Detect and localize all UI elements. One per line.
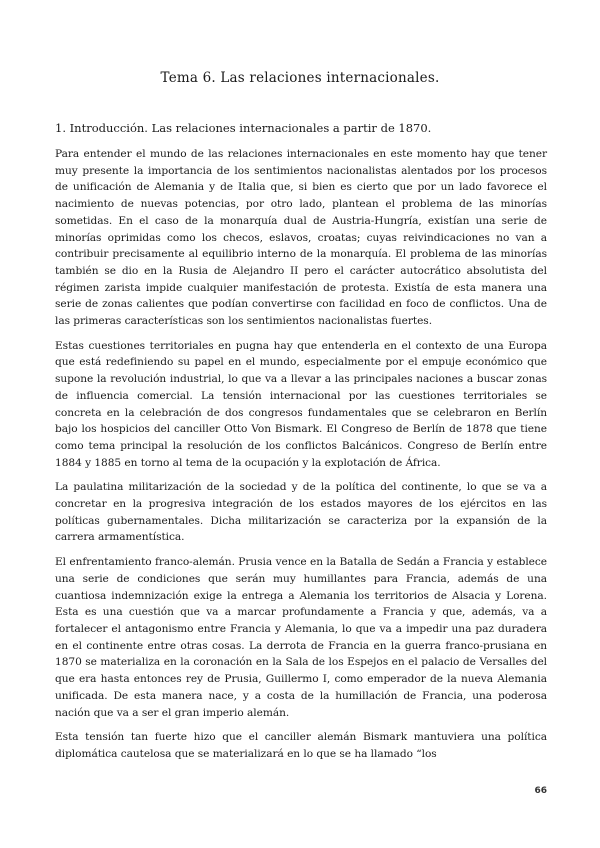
body-text bbox=[55, 146, 547, 771]
paragraph: El enfrentamiento franco-alemán. Prusia vence en la Batalla de Sedán a Francia y establece una serie de condiciones que serán muy humillantes para Francia, además de una cuantiosa indemnización exige la entrega a Alemania los territorios de Alsacia y Lorena. Esta es una cuestión que va a marcar profundamente a Francia y que, además, va a fortalecer el antagonismo entre Francia y Alemania, lo que va a impedir una paz duradera en el continente entre otras cosas. La derrota de Francia en la guerra franco-prusiana en 1870 se materializa en la coronación en la Sala de los Espejos en el palacio de Versalles del que era hasta entonces rey de Prusia, Guillermo I, como emperador de la nueva Alemania unificada. De esta manera nace, y a costa de la humillación de Francia, una poderosa nación que va a ser el gran imperio alemán. bbox=[55, 556, 547, 719]
paragraph: Estas cuestiones territoriales en pugna hay que entenderla en el contexto de una Europa que está redefiniendo su papel en el mundo, especialmente por el empuje económico que supone la revolución industrial, lo que va a llevar a las principales naciones a buscar zonas de influencia comercial. La tensión internacional por las cuestiones territoriales se concreta en la celebración de dos congresos fundamentales que se celebraron en Berlín bajo los hospicios del canciller Otto Von Bismark. El Congreso de Berlín de 1878 que tiene como tema principal la resolución de los conflictos Balcánicos. Congreso de Berlín entre 1884 y 1885 en torno al tema de la ocupación y la explotación de África. bbox=[55, 339, 547, 469]
page-number: 66 bbox=[534, 786, 547, 796]
page-title: Tema 6. Las relaciones internacionales. bbox=[160, 70, 440, 86]
paragraph: La paulatina militarización de la sociedad y de la política del continente, lo que se va a concretar en la progresiva integración de los estados mayores de los ejércitos en las políticas gubernamentales. Dicha militarización se caracteriza por la expansión de la carrera armamentística. bbox=[55, 481, 547, 544]
paragraph: Esta tensión tan fuerte hizo que el canciller alemán Bismark mantuviera una política diplomática cautelosa que se materializará en lo que se ha llamado “los bbox=[55, 731, 547, 760]
paragraph: Para entender el mundo de las relaciones internacionales en este momento hay que tener muy presente la importancia de los sentimientos nacionalistas alentados por los procesos de unificación de Alemania y de Italia que, si bien es cierto que por un lado favorece el nacimiento de nuevas potencias, por otro lado, plantean el problema de las minorías sometidas. En el caso de la monarquía dual de Austria-Hungría, existían una serie de minorías oprimidas como los checos, eslavos, croatas; cuyas reivindicaciones no van a contribuir precisamente al equilibrio interno de la monarquía. El problema de las minorías también se dio en la Rusia de Alejandro II pero el carácter autocrático absolutista del régimen zarista impide cualquier manifestación de protesta. Existía de esta manera una serie de zonas calientes que podían convertirse con facilidad en foco de conflictos. Una de las primeras características son los sentimientos nacionalistas fuertes. bbox=[55, 148, 547, 328]
section-heading: 1. Introducción. Las relaciones internacionales a partir de 1870. bbox=[55, 121, 432, 135]
